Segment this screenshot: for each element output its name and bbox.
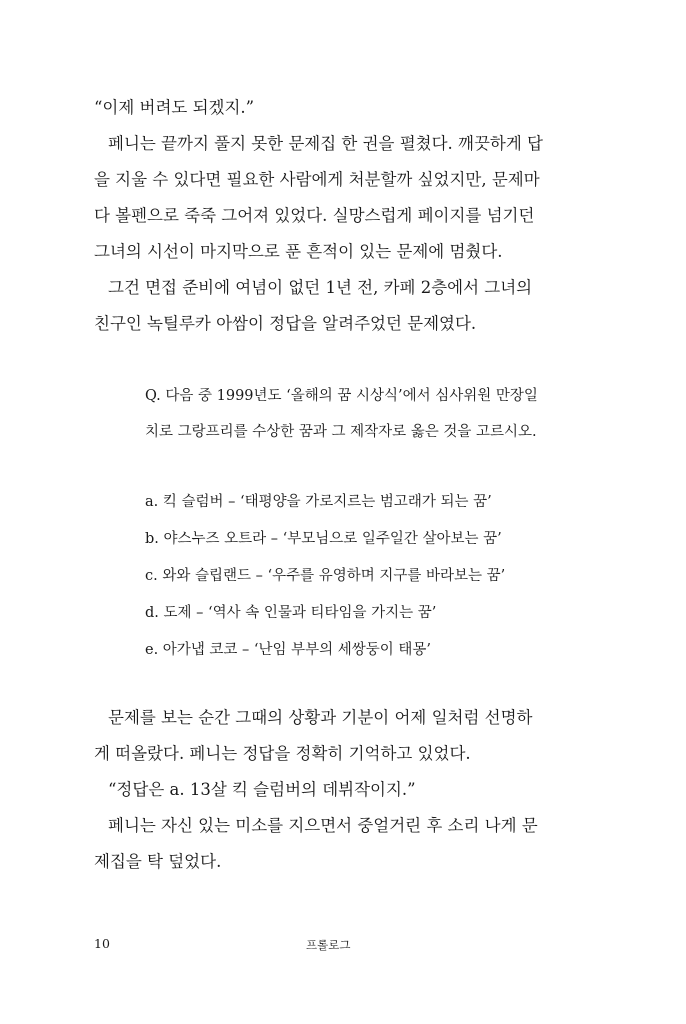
text-line: 문제를 보는 순간 그때의 상황과 기분이 어제 일처럼 선명하: [108, 708, 533, 727]
choice-d: d. 도제 – ‘역사 속 인물과 티타임을 가지는 꿈’: [145, 605, 437, 621]
text-line: 게 떠올랐다. 페니는 정답을 정확히 기억하고 있었다.: [94, 744, 471, 763]
text-line: 페니는 끝까지 풀지 못한 문제집 한 권을 펼쳤다. 깨끗하게 답: [108, 134, 543, 153]
question-line: 치로 그랑프리를 수상한 꿈과 그 제작자로 옳은 것을 고르시오.: [145, 424, 537, 440]
question-line: Q. 다음 중 1999년도 ‘올해의 꿈 시상식’에서 심사위원 만장일: [145, 388, 538, 404]
body-text-bottom: [94, 700, 594, 880]
text-line: 친구인 녹틸루카 아쌈이 정답을 알려주었던 문제였다.: [94, 314, 477, 333]
body-text-top: [94, 90, 594, 342]
text-line: “이제 버려도 되겠지.”: [94, 98, 255, 117]
text-line: 제집을 탁 덮었다.: [94, 852, 222, 871]
choice-a: a. 킥 슬럼버 – ‘태평양을 가로지르는 범고래가 되는 꿈’: [145, 494, 492, 510]
page-number: 10: [94, 936, 110, 951]
text-line: 을 지울 수 있다면 필요한 사람에게 처분할까 싶었지만, 문제마: [94, 170, 540, 189]
text-line: 페니는 자신 있는 미소를 지으면서 중얼거린 후 소리 나게 문: [108, 816, 538, 835]
text-line: 그건 면접 준비에 여념이 없던 1년 전, 카페 2층에서 그녀의: [108, 278, 533, 297]
choice-b: b. 야스누즈 오트라 – ‘부모님으로 일주일간 살아보는 꿈’: [145, 531, 502, 547]
quiz-question: [145, 378, 575, 450]
section-title: 프롤로그: [306, 938, 351, 952]
text-line: 다 볼펜으로 죽죽 그어져 있었다. 실망스럽게 페이지를 넘기던: [94, 206, 535, 225]
choice-e: e. 아가냅 코코 – ‘난임 부부의 세쌍둥이 태몽’: [145, 642, 432, 658]
text-line: 그녀의 시선이 마지막으로 푼 흔적이 있는 문제에 멈췄다.: [94, 242, 503, 261]
choice-c: c. 와와 슬립랜드 – ‘우주를 유영하며 지구를 바라보는 꿈’: [145, 568, 506, 584]
quiz-choices: [145, 484, 575, 669]
text-line: “정답은 a. 13살 킥 슬럼버의 데뷔작이지.”: [108, 780, 416, 799]
